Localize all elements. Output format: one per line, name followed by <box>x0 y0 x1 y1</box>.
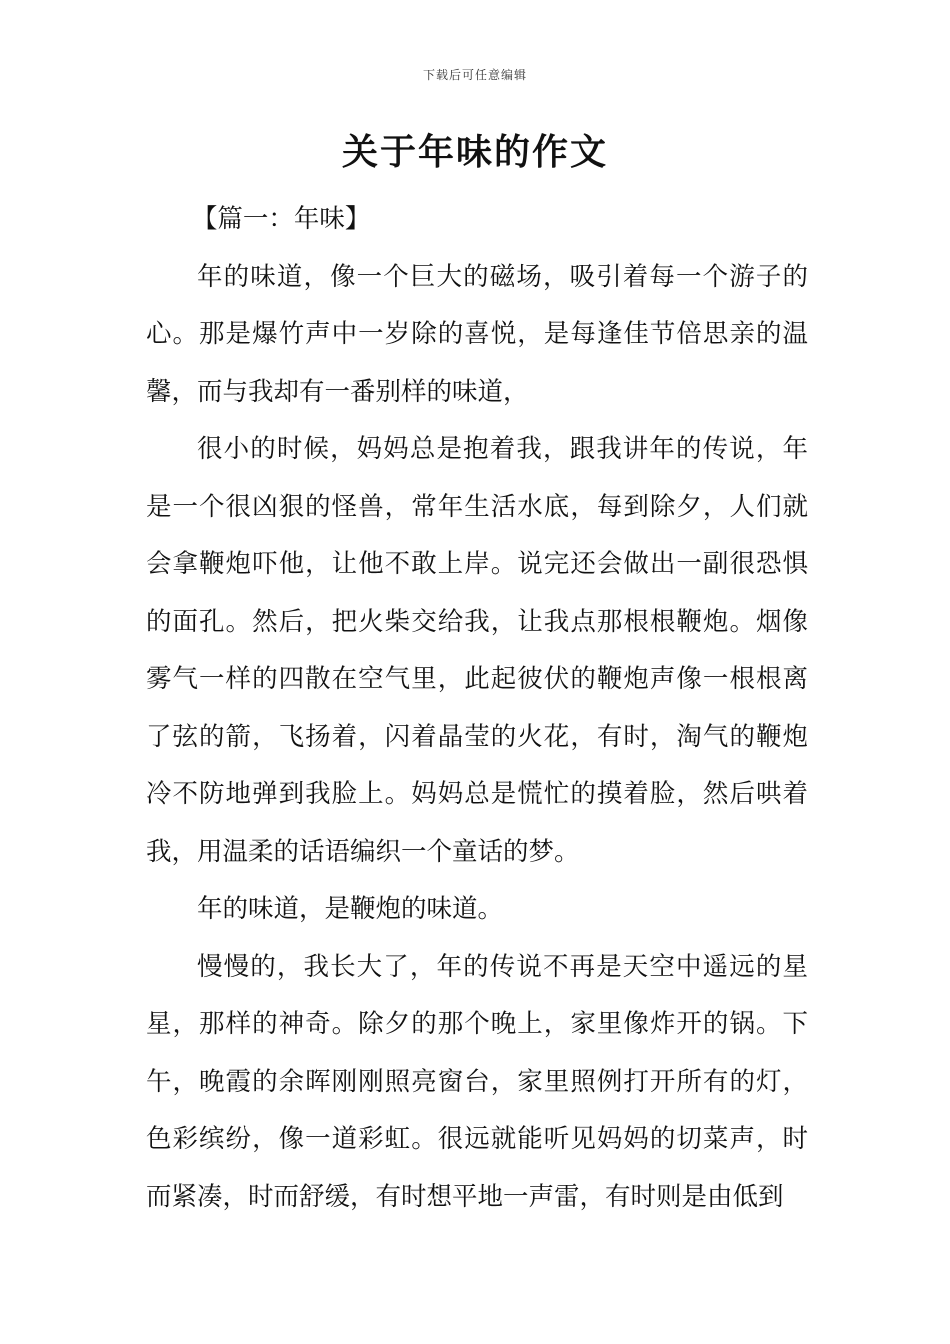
section-heading: 【篇一：年味】 <box>191 204 371 234</box>
paragraph: 年的味道，是鞭炮的味道。 <box>197 894 504 924</box>
paragraph: 很小的时候，妈妈总是抱着我，跟我讲年的传说，年是一个很凶狠的怪兽，常年生活水底，每到除夕，人们就会拿鞭炮吓他，让他不敢上岸。说完还会做出一副很恐惧的面孔。然后，把火柴交给我，让我点那根根鞭炮。烟像雾气一样的四散在空气里，此起彼伏的鞭炮声像一根根离了弦的箭，飞扬着，闪着晶莹的火花，有时，淘气的鞭炮冷不防地弹到我脸上。妈妈总是慌忙的摸着脸，然后哄着我，用温柔的话语编织一个童话的梦。 <box>146 434 808 867</box>
paragraph: 慢慢的，我长大了，年的传说不再是天空中遥远的星星，那样的神奇。除夕的那个晚上，家里像炸开的锅。下午，晚霞的余晖刚刚照亮窗台，家里照例打开所有的灯，色彩缤纷，像一道彩虹。很远就能听见妈妈的切菜声，时而紧凑，时而舒缓，有时想平地一声雷，有时则是由低到 <box>146 951 808 1212</box>
document-title: 关于年味的作文 <box>341 132 608 173</box>
document-body <box>146 191 808 1226</box>
header-note: 下载后可任意编辑 <box>422 68 527 82</box>
paragraph: 年的味道，像一个巨大的磁场，吸引着每一个游子的心。那是爆竹声中一岁除的喜悦，是每逢佳节倍思亲的温馨，而与我却有一番别样的味道， <box>146 261 808 407</box>
